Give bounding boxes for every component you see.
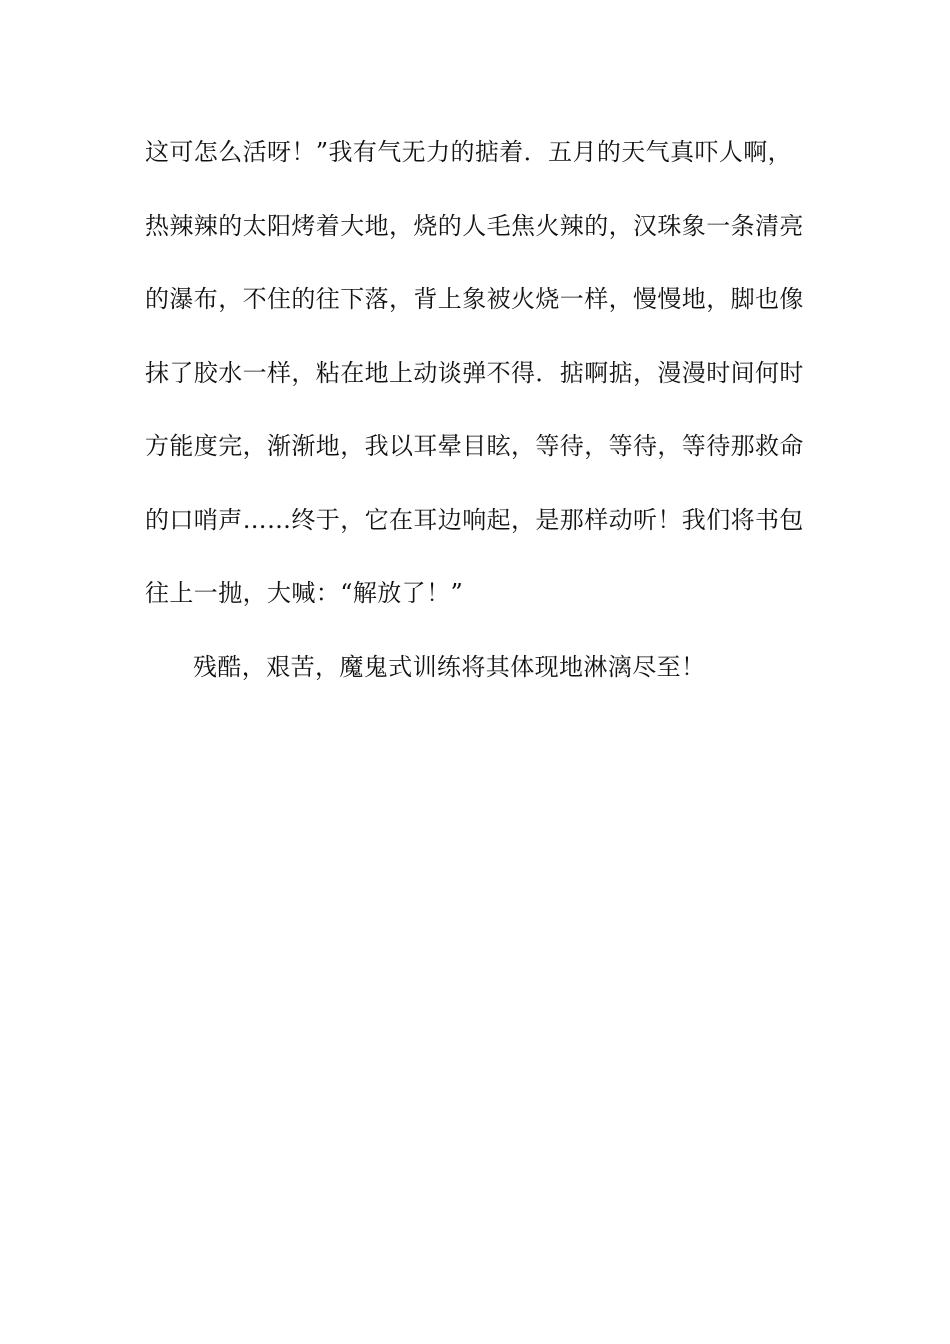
paragraph-line: 抹了胶水一样，粘在地上动谈弹不得．掂啊掂，漫漫时间何时 [145,358,804,387]
paragraph-line: 往上一抛，大喊：“解放了！” [145,579,464,607]
paragraph-line: 热辣辣的太阳烤着大地，烧的人毛焦火辣的，汉珠象一条清亮 [145,211,804,240]
paragraph-line: 的口哨声……终于，它在耳边响起，是那样动听！我们将书包 [145,505,804,534]
closing-paragraph: 残酷，艰苦，魔鬼式训练将其体现地淋漓尽至！ [193,652,706,681]
body-text [145,128,810,716]
paragraph-line: 的瀑布，不住的往下落，背上象被火烧一样，慢慢地，脚也像 [145,285,804,313]
paragraph-line: 这可怎么活呀！”我有气无力的掂着．五月的天气真吓人啊， [145,138,793,166]
paragraph-line: 方能度完，渐渐地，我以耳晕目眩，等待，等待，等待那救命 [145,432,804,460]
